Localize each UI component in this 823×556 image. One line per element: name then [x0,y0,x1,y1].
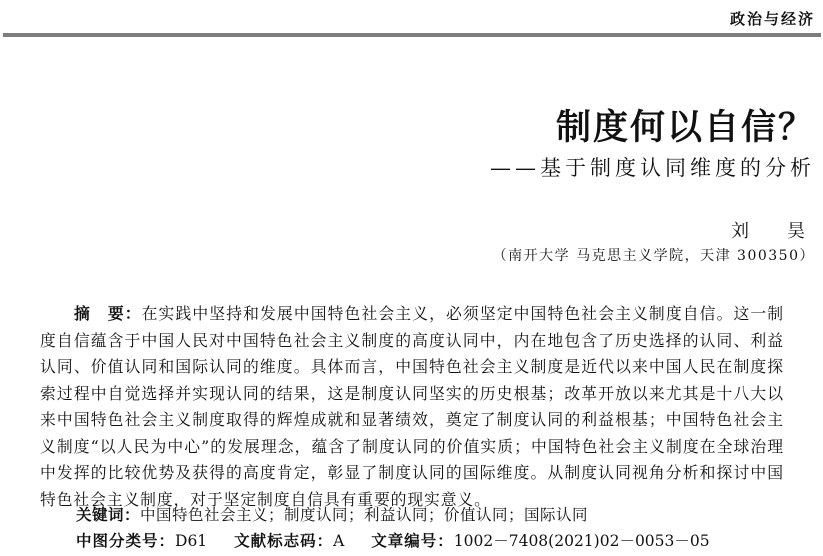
article-number [371,532,709,550]
classification-line [76,529,732,551]
author-name: 刘 昊 [731,221,815,242]
document-code-value: A [333,532,345,550]
author-affiliation: （南开大学 马克思主义学院，天津 300350） [492,248,815,264]
article-title: 制度何以自信？ [555,108,815,148]
article-number-value: 1002－7408(2021)02－0053－05 [453,532,710,550]
journal-section-label: 政治与经济 [729,10,815,28]
abstract-text: 在实践中坚持和发展中国特色社会主义，必须坚定中国特色社会主义制度自信。这一制度自信蕴含于中国人民对中国特色社会主义制度的高度认同中，内在地包含了历史选择的认同、利益认同、价值认同和国际认同的维度。具体而言，中国特色社会主义制度是近代以来中国人民在制度探索过程中自觉选择并实现认同的结果，这是制度认同坚实的历史根基；改革开放以来尤其是十八大以来中国特色社会主义制度取得的辉煌成就和显著绩效，奠定了制度认同的利益根基；中国特色社会主义制度“以人民为中心”的发展理念，蕴含了制度认同的价值实质；中国特色社会主义制度在全球治理中发挥的比较优势及获得的高度肯定，彰显了制度认同的国际维度。从制度认同视角分析和探讨中国特色社会主义制度，对于坚定制度自信具有重要的现实意义。 [40,304,784,509]
document-code [234,532,344,550]
keywords-text: 中国特色社会主义；制度认同；利益认同；价值认同；国际认同 [140,506,589,524]
article-subtitle: ——基于制度认同维度的分析 [490,156,815,180]
article-number-label: 文章编号： [371,532,454,550]
keywords [76,503,588,525]
clc-label: 中图分类号： [76,532,176,550]
clc-number [76,532,207,550]
document-code-label: 文献标志码： [234,532,334,550]
abstract [40,301,784,513]
abstract-label: 摘 要： [74,304,142,323]
header-divider [3,33,821,37]
keywords-label: 关键词： [76,506,141,524]
clc-value: D61 [175,532,208,550]
